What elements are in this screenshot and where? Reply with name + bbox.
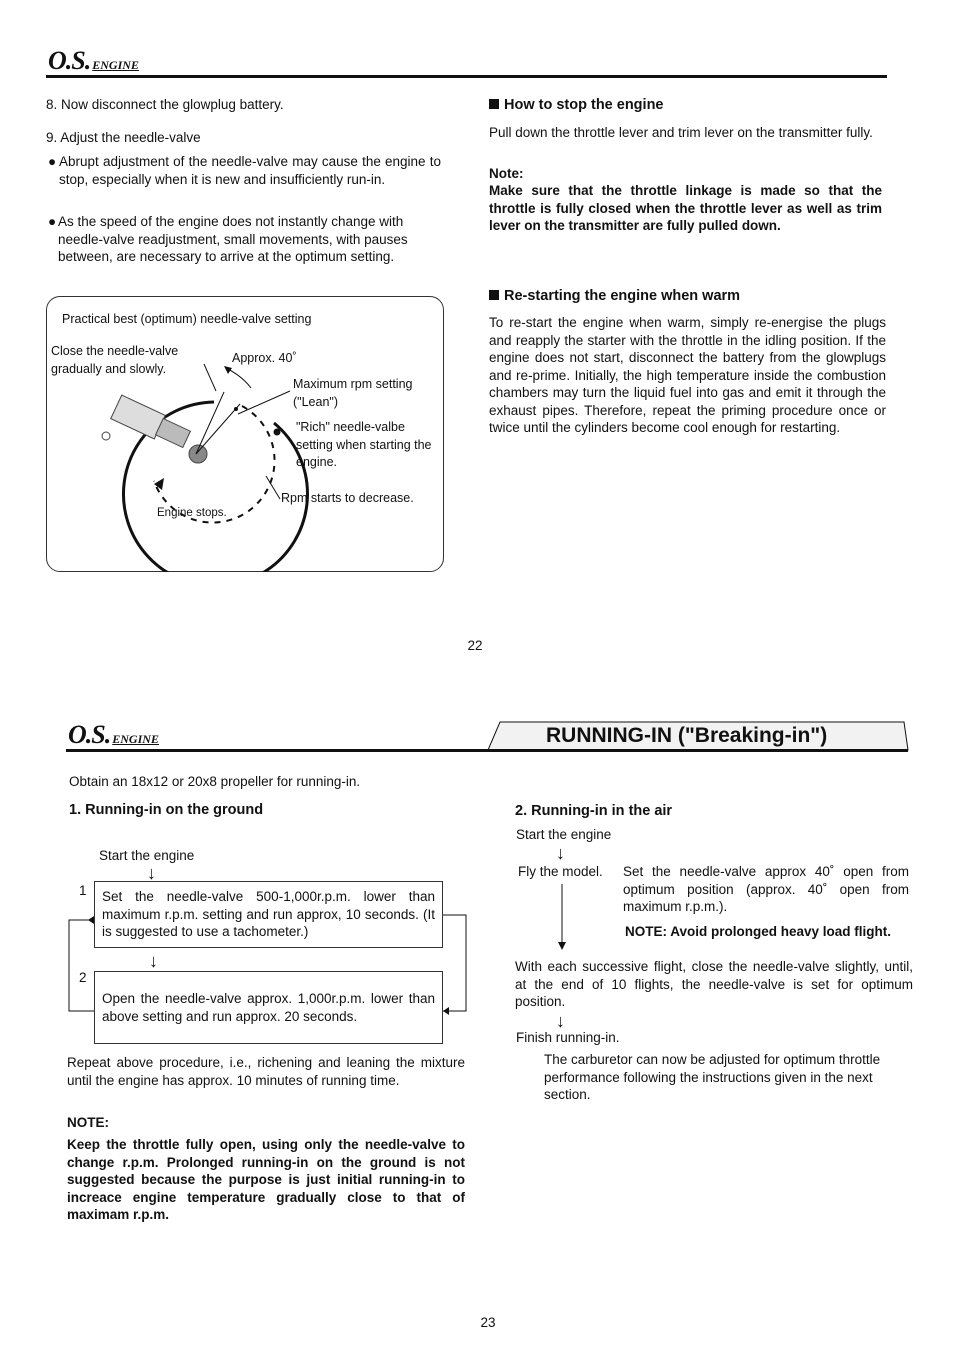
rich-setting-label: "Rich" needle-valbe setting when starting the engine. — [296, 420, 432, 469]
air-finish-text: Finish running-in. — [516, 1030, 620, 1045]
ground-step2-num: 2 — [79, 970, 87, 985]
bullet-text: Abrupt adjustment of the needle-valve may cause the engine to stop, especially when it is new and insufficiently run-in. — [59, 154, 441, 187]
marker-dot — [274, 429, 281, 436]
intro-text: Obtain an 18x12 or 20x8 propeller for running-in. — [69, 774, 361, 789]
step-text: Adjust the needle-valve — [60, 130, 201, 145]
step2-text: Open the needle-valve approx. 1,000r.p.m. lower than above setting and run approx. 20 seconds. — [102, 991, 435, 1024]
bullet-dot: ● — [48, 214, 57, 229]
ground-start-text: Start the engine — [99, 848, 195, 863]
bullet-text: As the speed of the engine does not instantly change with needle-valve readjustment, small movements, with pauses between, are necessary to arrive at the optimum setting. — [58, 214, 408, 264]
page-title: RUNNING-IN ("Breaking-in") — [546, 724, 828, 747]
loop-connector — [66, 910, 470, 1020]
max-rpm-label: Maximum rpm setting ("Lean") — [293, 377, 413, 409]
ground-note-label: NOTE: — [67, 1115, 109, 1130]
ground-repeat-text: Repeat above procedure, i.e., richening and leaning the mixture until the engine has approx. 10 minutes of running time. — [67, 1055, 465, 1088]
diagram-title: Practical best (optimum) needle-valve setting — [62, 312, 312, 326]
step-9 — [46, 129, 446, 147]
logo-main-text: O.S. — [48, 46, 91, 75]
air-fly-text: Fly the model. — [518, 864, 603, 879]
page-number: 23 — [480, 1315, 496, 1330]
rpm-pointer-line — [266, 476, 280, 499]
valve-line-2 — [196, 404, 240, 454]
down-arrow-icon: ↓ — [556, 843, 565, 863]
ground-step1-num: 1 — [79, 883, 87, 898]
ground-step1-box: Set the needle-valve 500-1,000r.p.m. lower than maximum r.p.m. setting and run approx, 10 seconds. (It is suggested to use a tachometer.) — [94, 881, 443, 948]
heading-text: Re-starting the engine when warm — [504, 288, 741, 304]
header-rule — [66, 749, 908, 752]
air-set-text: Set the needle-valve approx 40˚ open from optimum position (approx. 40˚ open from maximum r.p.m.). — [623, 864, 909, 914]
restart-heading — [489, 288, 889, 306]
stop-engine-heading — [489, 97, 889, 115]
step-number: 9. — [46, 130, 58, 145]
return-arrow — [154, 478, 164, 490]
logo-sub-text: ENGINE — [112, 732, 159, 746]
air-final-text: The carburetor can now be adjusted for optimum throttle performance following the instructions given in the next section. — [544, 1052, 881, 1102]
heading-text: How to stop the engine — [504, 97, 664, 113]
marker-dot — [234, 407, 238, 411]
down-arrow-icon: ↓ — [149, 951, 158, 971]
square-bullet-icon — [489, 99, 499, 109]
logo-main-text: O.S. — [68, 720, 111, 749]
os-engine-logo — [48, 48, 139, 78]
max-rpm-pointer-line — [238, 391, 290, 414]
note-label: Note: — [489, 166, 524, 181]
note-text: Make sure that the throttle linkage is made so that the throttle is fully closed when the throttle lever as well as trim lever on the transmitter are fully pulled down. — [489, 183, 882, 233]
bullet-dot: ● — [48, 154, 57, 169]
approx-arrow — [224, 366, 232, 374]
step-number: 8. — [46, 97, 58, 112]
header-rule — [46, 75, 887, 78]
air-start-text: Start the engine — [516, 827, 612, 842]
ground-heading: 1. Running-in on the ground — [69, 802, 264, 818]
engine-stops-label: Engine stops. — [157, 507, 227, 519]
step-8 — [46, 96, 446, 114]
square-bullet-icon — [489, 290, 499, 300]
down-arrow-icon: ↓ — [556, 1011, 565, 1031]
ground-note-text: Keep the throttle fully open, using only the needle-valve to change r.p.m. Prolonged running-in on the ground is not suggested because the purpose is just initial running-in to increace engine temperature gradually close to that of maximam r.p.m. — [67, 1137, 465, 1222]
rpm-decrease-label: Rpm starts to decrease. — [281, 491, 414, 505]
step-text: Now disconnect the glowplug battery. — [61, 97, 284, 112]
logo-sub-text: ENGINE — [92, 58, 139, 72]
restart-text: To re-start the engine when warm, simply re-energise the plugs and reapply the starter with the throttle in the idling position. If the engine does not start, disconnect the battery from the glowplugs and re-prime. Initially, the high temperature inside the combustion chambers may turn the liquid fuel into gas and emit it through the exhaust pipes. Therefore, repeat the priming procedure once or twice until the cylinders become cool enough for restarting. — [489, 315, 886, 435]
page-number: 22 — [467, 638, 483, 653]
air-successive-text: With each successive flight, close the needle-valve slightly, until, at the end of 10 flights, the needle-valve is set for optimum position. — [515, 959, 913, 1009]
close-valve-label: Close the needle-valve gradually and slowly. — [51, 344, 179, 376]
air-note-text: NOTE: Avoid prolonged heavy load flight. — [625, 924, 892, 939]
air-flow-line — [556, 882, 568, 952]
air-heading: 2. Running-in in the air — [515, 803, 673, 819]
approx-angle-label: Approx. 40˚ — [232, 351, 297, 365]
os-engine-logo — [68, 722, 159, 752]
down-arrow-icon: ↓ — [147, 863, 156, 883]
stop-engine-text: Pull down the throttle lever and trim lever on the transmitter fully. — [489, 125, 873, 140]
